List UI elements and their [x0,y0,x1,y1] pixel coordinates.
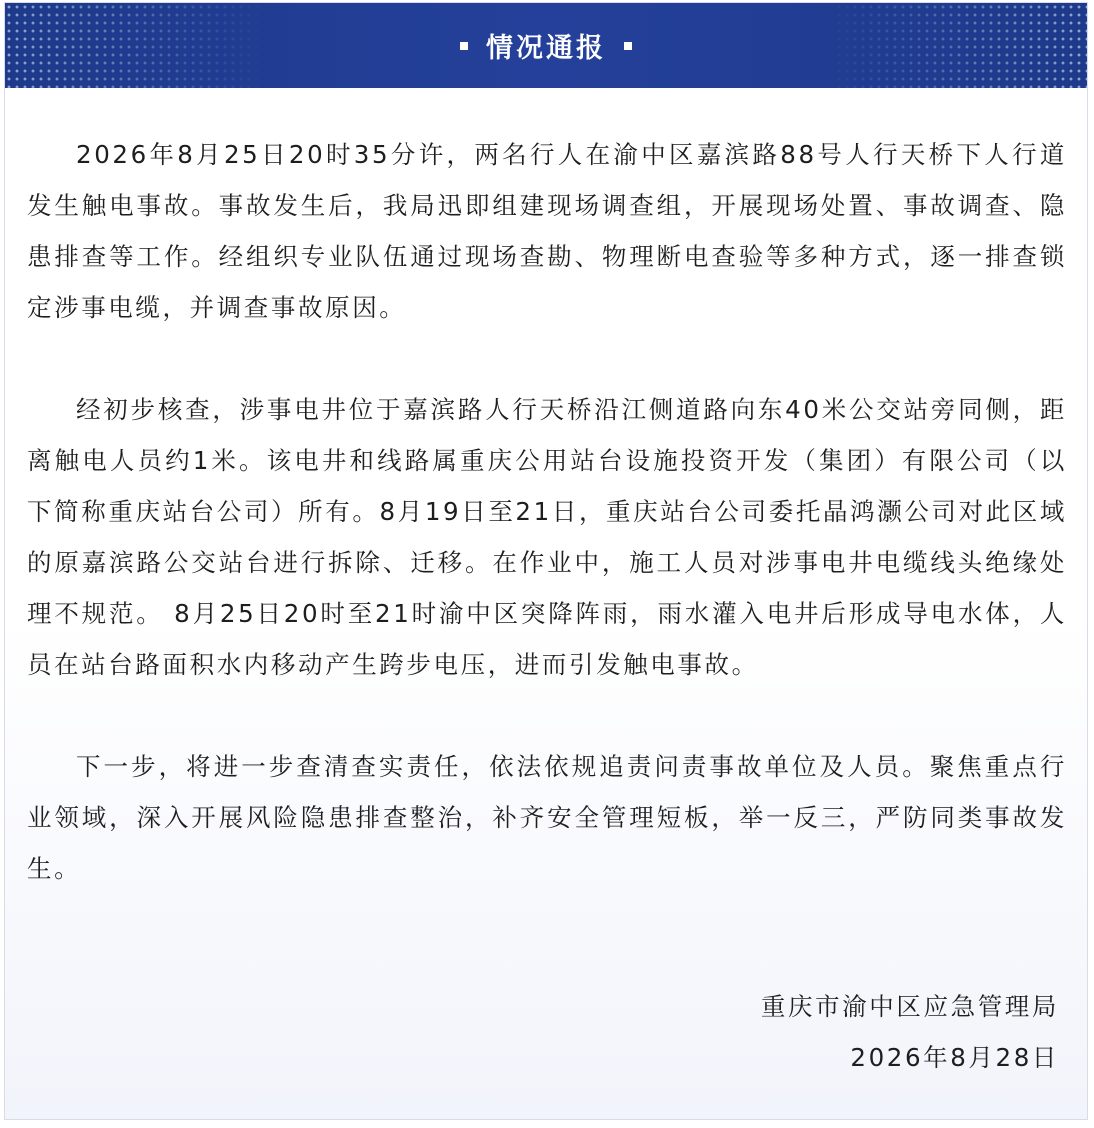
paragraph-next-steps: 下一步，将进一步查清查实责任，依法依规追责问责事故单位及人员。聚焦重点行业领域，深入开展风险隐患排查整治，补齐安全管理短板，举一反三，严防同类事故发生。 [27,752,1067,883]
signature-block [761,981,1059,1083]
square-bullet-icon [624,42,632,50]
page-title: 情况通报 [486,33,606,64]
notice-body [27,129,1067,894]
header-banner [5,3,1087,88]
square-bullet-icon [460,42,468,50]
paragraph-investigation: 经初步核查，涉事电井位于嘉滨路人行天桥沿江侧道路向东40米公交站旁同侧，距离触电人员约1米。该电井和线路属重庆公用站台设施投资开发（集团）有限公司（以下简称重庆站台公司）所有。8月19日至21日，重庆站台公司委托晶鸿灏公司对此区域的原嘉滨路公交站台进行拆除、迁移。在作业中，施工人员对涉事电井电缆线头绝缘处理不规范。 8月25日20时至21时渝中区突降阵雨，雨水灌入电井后形成导电水体，人员在站台路面积水内移动产生跨步电压，进而引发触电事故。 [27,395,1067,679]
notice-card [4,2,1088,1120]
paragraph-incident: 2026年8月25日20时35分许，两名行人在渝中区嘉滨路88号人行天桥下人行道发生触电事故。事故发生后，我局迅即组建现场调查组，开展现场处置、事故调查、隐患排查等工作。经组织专业队伍通过现场查勘、物理断电查验等多种方式，逐一排查锁定涉事电缆，并调查事故原因。 [27,140,1067,322]
issuer-name: 重庆市渝中区应急管理局 [760,992,1059,1021]
issue-date: 2026年8月28日 [850,1043,1059,1072]
header-title-group [5,3,1087,88]
